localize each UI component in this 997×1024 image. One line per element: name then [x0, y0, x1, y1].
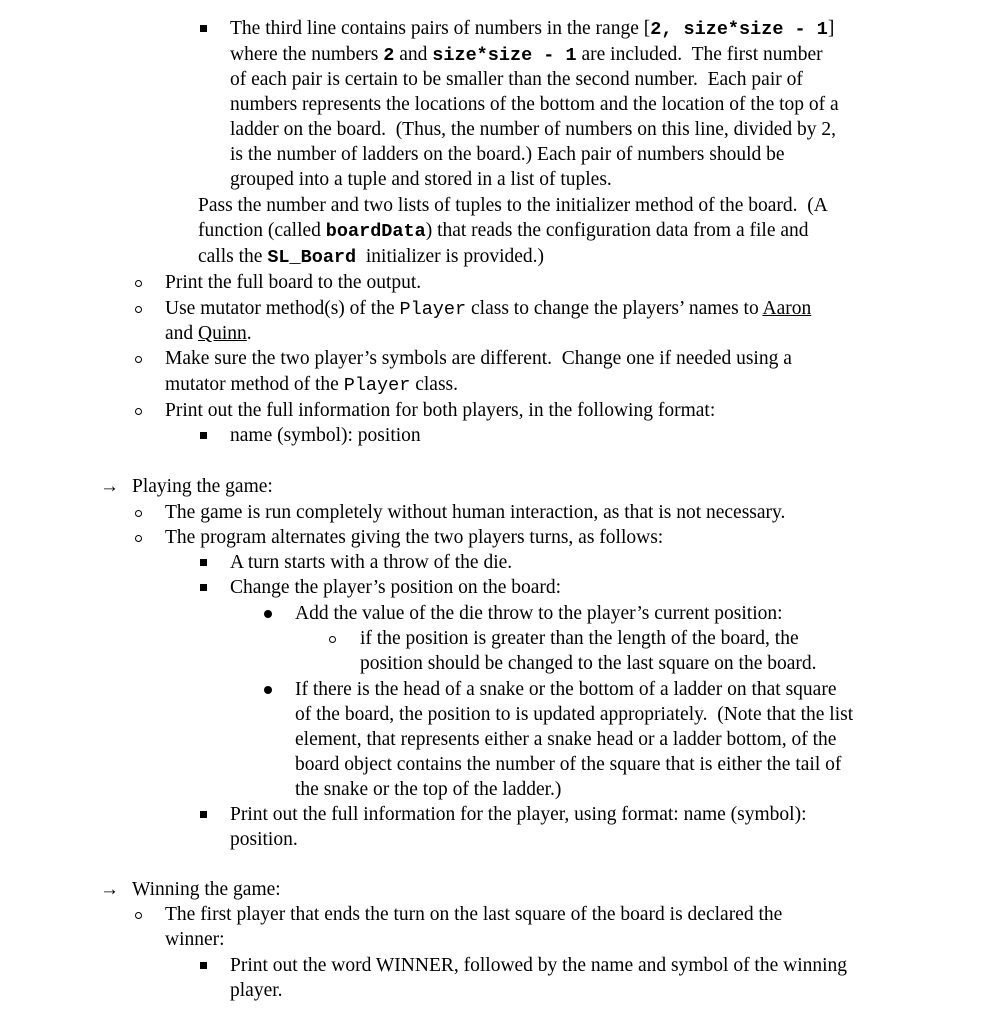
dot-bullet-icon: [264, 610, 272, 618]
square-bullet-icon: [200, 559, 207, 566]
print-player-line-2: position.: [230, 829, 298, 850]
circle-bullet-icon: [135, 510, 142, 517]
pass-para-line-1: Pass the number and two lists of tuples to the initializer method of the board. (A: [198, 195, 828, 216]
greater-item-line-1: if the position is greater than the length of the board, the: [360, 628, 799, 649]
square-bullet-icon: [200, 25, 207, 32]
print-info-item: Print out the full information for both players, in the following format:: [165, 400, 716, 421]
third-line-text-2: where the numbers 2 and size*size - 1 are included. The first number: [230, 44, 823, 66]
square-bullet-icon: [200, 584, 207, 591]
greater-item-line-2: position should be changed to the last square on the board.: [360, 653, 817, 674]
snake-item-line-1: If there is the head of a snake or the bottom of a ladder on that square: [295, 679, 837, 700]
add-value-item: Add the value of the die throw to the player’s current position:: [295, 603, 783, 624]
arrow-right-icon: →: [100, 879, 119, 900]
symbols-item-line-1: Make sure the two player’s symbols are different. Change one if needed using a: [165, 348, 792, 369]
alternates-item: The program alternates giving the two players turns, as follows:: [165, 527, 664, 548]
first-player-line-2: winner:: [165, 929, 225, 950]
square-bullet-icon: [200, 962, 207, 969]
circle-bullet-icon: [329, 636, 336, 643]
circle-bullet-icon: [135, 356, 142, 363]
third-line-text-7: grouped into a tuple and stored in a list of tuples.: [230, 169, 612, 190]
circle-bullet-icon: [135, 535, 142, 542]
print-board-item: Print the full board to the output.: [165, 272, 422, 293]
change-pos-item: Change the player’s position on the board:: [230, 577, 562, 598]
mutator-item-line-2: and Quinn.: [165, 323, 252, 344]
circle-bullet-icon: [135, 408, 142, 415]
print-player-line-1: Print out the full information for the player, using format: name (symbol):: [230, 804, 807, 825]
first-player-line-1: The first player that ends the turn on the last square of the board is declared the: [165, 904, 783, 925]
pass-para-line-3: calls the SL_Board initializer is provided.): [198, 246, 545, 268]
playing-heading: Playing the game:: [132, 476, 273, 497]
mutator-item-line-1: Use mutator method(s) of the Player class to change the players’ names to Aaron: [165, 298, 812, 320]
symbols-item-line-2: mutator method of the Player class.: [165, 374, 458, 396]
winning-heading: Winning the game:: [132, 879, 281, 900]
snake-item-line-5: the snake or the top of the ladder.): [295, 779, 562, 800]
third-line-text-4: numbers represents the locations of the bottom and the location of the top of a: [230, 94, 839, 115]
snake-item-line-4: board object contains the number of the square that is either the tail of: [295, 754, 842, 775]
third-line-text-5: ladder on the board. (Thus, the number of numbers on this line, divided by 2,: [230, 119, 837, 140]
circle-bullet-icon: [135, 912, 142, 919]
turn-starts-item: A turn starts with a throw of the die.: [230, 552, 513, 573]
circle-bullet-icon: [135, 280, 142, 287]
square-bullet-icon: [200, 811, 207, 818]
snake-item-line-2: of the board, the position to is updated appropriately. (Note that the list: [295, 704, 854, 725]
no-human-item: The game is run completely without human interaction, as that is not necessary.: [165, 502, 786, 523]
snake-item-line-3: element, that represents either a snake head or a ladder bottom, of the: [295, 729, 837, 750]
third-line-text-1: The third line contains pairs of numbers in the range [2, size*size - 1]: [230, 18, 835, 40]
winner-line-2: player.: [230, 980, 283, 1001]
arrow-right-icon: →: [100, 476, 119, 497]
format-item: name (symbol): position: [230, 425, 421, 446]
square-bullet-icon: [200, 432, 207, 439]
winner-line-1: Print out the word WINNER, followed by the name and symbol of the winning: [230, 955, 848, 976]
dot-bullet-icon: [264, 686, 272, 694]
third-line-text-6: is the number of ladders on the board.) Each pair of numbers should be: [230, 144, 785, 165]
third-line-text-3: of each pair is certain to be smaller than the second number. Each pair of: [230, 69, 803, 90]
pass-para-line-2: function (called boardData) that reads the configuration data from a file and: [198, 220, 809, 242]
circle-bullet-icon: [135, 306, 142, 313]
